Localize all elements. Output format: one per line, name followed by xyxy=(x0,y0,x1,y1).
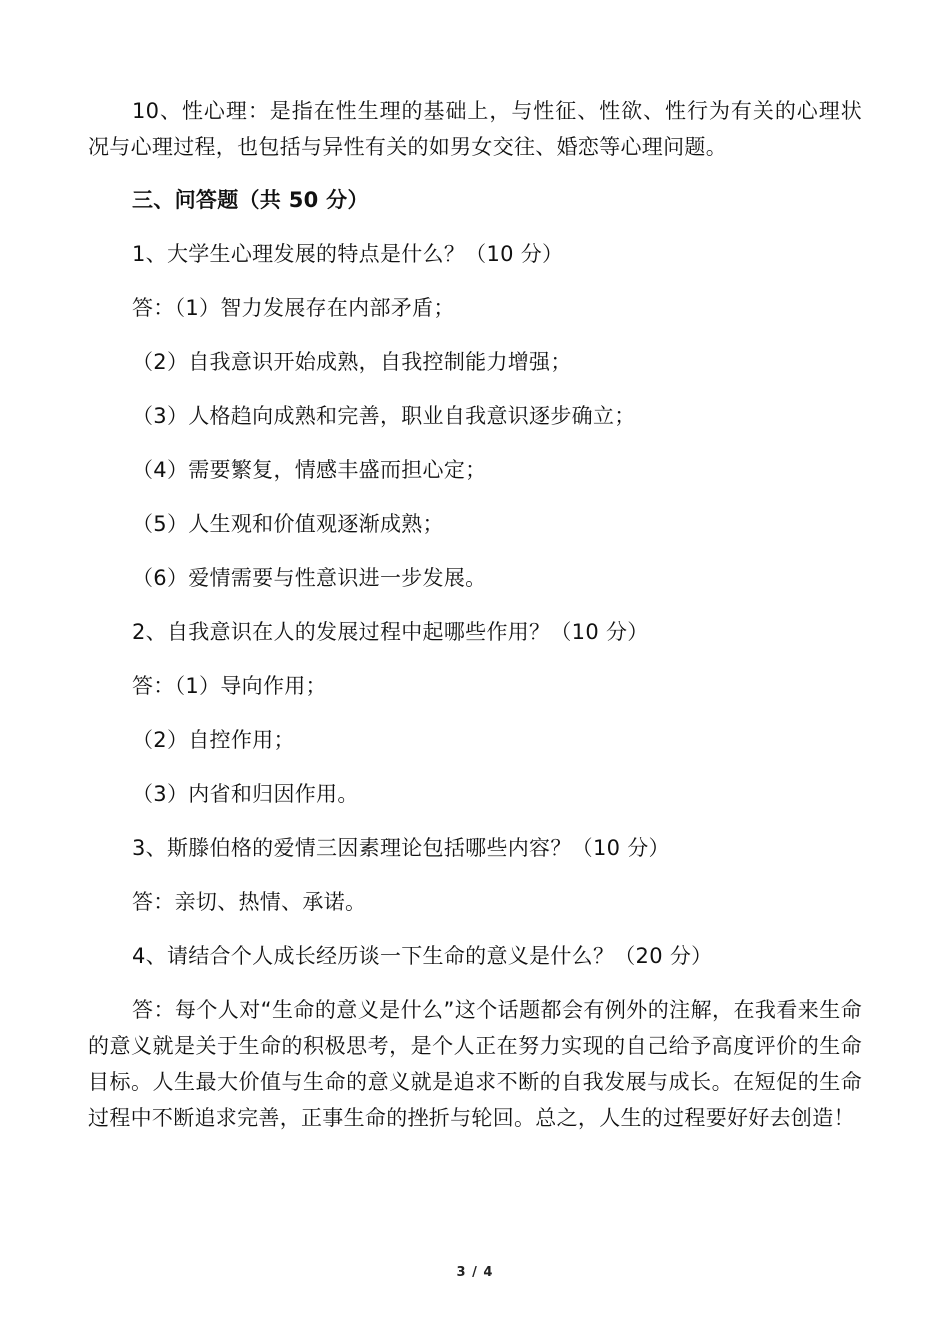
question-2: 2、自我意识在人的发展过程中起哪些作用？（10 分） xyxy=(132,620,649,644)
question-1-answer-line: 答：（1）智力发展存在内部矛盾； xyxy=(132,296,455,320)
page-number: 3 / 4 xyxy=(456,1265,494,1280)
question-1-answer-line: （5）人生观和价值观逐渐成熟； xyxy=(132,512,444,536)
question-2-answer-line: （3）内省和归因作用。 xyxy=(132,782,359,806)
question-1-answer-line: （4）需要繁复，情感丰盛而担心定； xyxy=(132,458,487,482)
question-1-answer-line: （6）爱情需要与性意识进一步发展。 xyxy=(132,566,487,590)
question-3-answer: 答：亲切、热情、承诺。 xyxy=(132,890,367,914)
question-1: 1、大学生心理发展的特点是什么？（10 分） xyxy=(132,242,564,266)
question-2-answer-line: 答：（1）导向作用； xyxy=(132,674,327,698)
question-2-answer-line: （2）自控作用； xyxy=(132,728,295,752)
question-1-answer-line: （3）人格趋向成熟和完善，职业自我意识逐步确立； xyxy=(132,404,636,428)
question-3: 3、斯滕伯格的爱情三因素理论包括哪些内容？（10 分） xyxy=(132,836,670,860)
question-4: 4、请结合个人成长经历谈一下生命的意义是什么？（20 分） xyxy=(132,944,713,968)
section-title: 三、问答题（共 50 分） xyxy=(132,188,369,212)
question-1-answer-line: （2）自我意识开始成熟，自我控制能力增强； xyxy=(132,350,572,374)
definition-10-paragraph: 10、性心理：是指在性生理的基础上，与性征、性欲、性行为有关的心理状况与心理过程，也包括与异性有关的如男女交往、婚恋等心理问题。 xyxy=(88,99,862,159)
question-4-answer-paragraph: 答：每个人对“生命的意义是什么”这个话题都会有例外的注解，在我看来生命的意义就是关于生命的积极思考，是个人正在努力实现的自己给予高度评价的生命目标。人生最大价值与生命的意义就是追求不断的自我发展与成长。在短促的生命过程中不断追求完善，正事生命的挫折与轮回。总之，人生的过程要好好去创造！ xyxy=(88,998,862,1130)
